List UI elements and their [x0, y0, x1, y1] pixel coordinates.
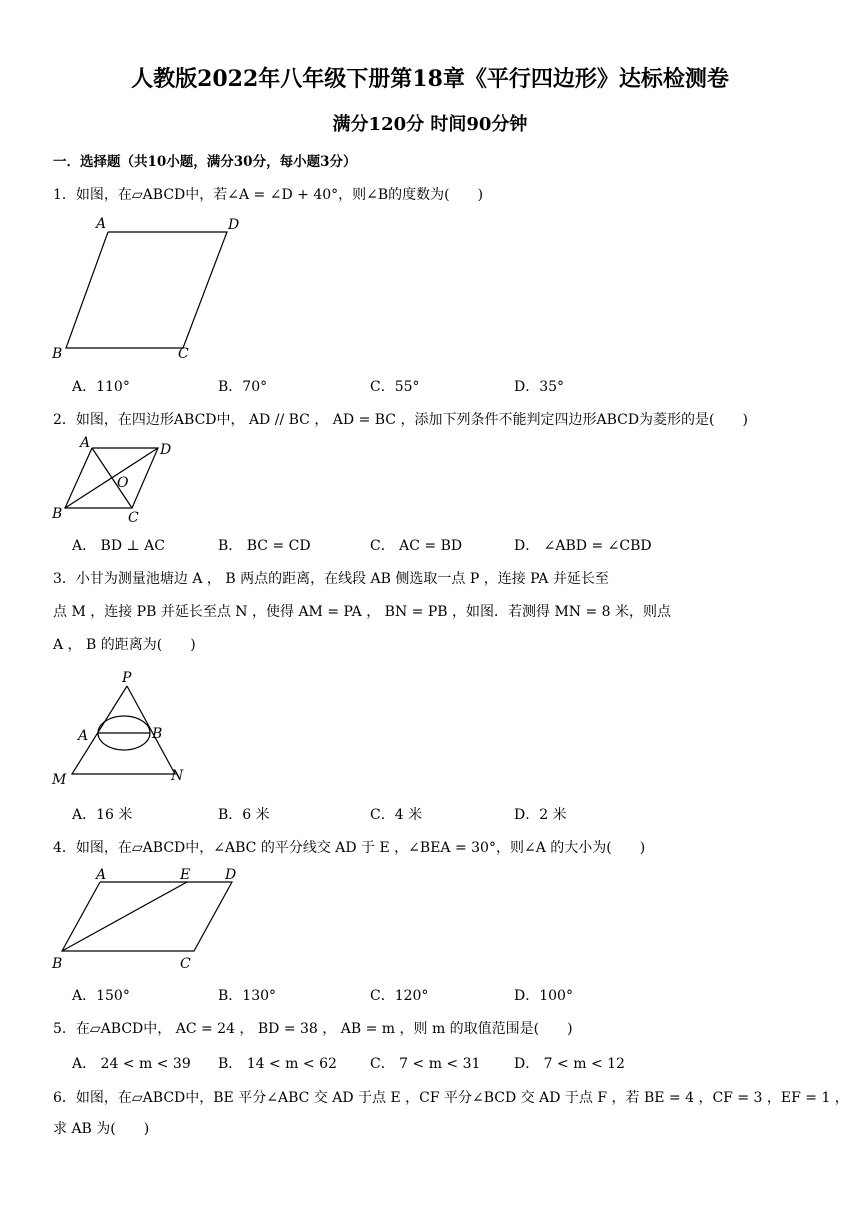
question-3-option-c[interactable]: C．4 米 — [370, 807, 423, 823]
question-3-option-a[interactable]: A．16 米 — [72, 807, 133, 823]
question-6-line-1: 6．如图，在▱ABCD中，BE 平分∠ABC 交 AD 于点 E ，CF 平分∠BCD 交 AD 于点 F ，若 BE = 4 ，CF = 3 ，EF = 1 ， — [53, 1090, 849, 1106]
section-heading: 一．选择题（共10小题，满分30分，每小题3分） — [53, 154, 357, 170]
question-4-figure — [50, 864, 250, 974]
figure-2-label-b: B — [52, 506, 63, 522]
figure-1-label-d: D — [228, 217, 240, 233]
question-4-option-d[interactable]: D．100° — [514, 988, 573, 1004]
figure-3-label-p: P — [122, 670, 132, 686]
question-2-option-c[interactable]: C． AC = BD — [370, 538, 463, 554]
question-2-option-b[interactable]: B． BC = CD — [218, 538, 311, 554]
question-4-text: 4．如图，在▱ABCD中，∠ABC 的平分线交 AD 于 E ，∠BEA = 30°，则∠A 的大小为( ) — [53, 840, 646, 856]
figure-4-label-e: E — [180, 867, 191, 883]
question-3-line-3: A ， B 的距离为( ) — [53, 637, 196, 653]
question-1-figure — [50, 212, 250, 362]
figure-4-label-d: D — [225, 867, 237, 883]
figure-1-label-b: B — [52, 346, 63, 362]
question-5-option-a[interactable]: A． 24 < m < 39 — [72, 1056, 191, 1072]
question-2-option-a[interactable]: A． BD ⊥ AC — [72, 538, 165, 554]
question-5-text: 5．在▱ABCD中， AC = 24 ， BD = 38 ， AB = m ，则 m 的取值范围是( ) — [53, 1021, 573, 1037]
figure-2-label-d: D — [160, 442, 172, 458]
question-5-option-d[interactable]: D． 7 < m < 12 — [514, 1056, 625, 1072]
question-4-option-a[interactable]: A．150° — [72, 988, 130, 1004]
question-6-line-2: 求 AB 为( ) — [53, 1121, 150, 1137]
figure-1-label-a: A — [96, 216, 107, 232]
question-5-option-c[interactable]: C． 7 < m < 31 — [370, 1056, 481, 1072]
figure-3-label-m: M — [52, 772, 67, 788]
figure-4-label-a: A — [96, 867, 107, 883]
question-4-option-b[interactable]: B．130° — [218, 988, 277, 1004]
figure-1-label-c: C — [178, 346, 189, 362]
question-3-option-b[interactable]: B．6 米 — [218, 807, 270, 823]
question-3-option-d[interactable]: D．2 米 — [514, 807, 567, 823]
question-2-figure — [50, 436, 180, 528]
question-1-text: 1．如图，在▱ABCD中，若∠A = ∠D + 40°，则∠B的度数为( ) — [53, 187, 484, 203]
question-1-option-d[interactable]: D．35° — [514, 379, 565, 395]
figure-2-label-o: O — [117, 475, 129, 491]
figure-2-label-a: A — [80, 435, 91, 451]
figure-3-label-n: N — [171, 768, 184, 784]
figure-3-label-a: A — [78, 728, 89, 744]
page-title: 人教版2022年八年级下册第18章《平行四边形》达标检测卷 — [131, 66, 729, 92]
figure-2-label-c: C — [128, 510, 139, 526]
question-2-text: 2．如图，在四边形ABCD中， AD // BC ， AD = BC ，添加下列条件不能判定四边形ABCD为菱形的是( ) — [53, 412, 748, 428]
page-subtitle: 满分120分 时间90分钟 — [332, 114, 528, 135]
question-3-line-2: 点 M ，连接 PB 并延长至点 N ，使得 AM = PA ， BN = PB ，如图．若测得 MN = 8 米，则点 — [53, 604, 672, 620]
question-3-line-1: 3．小甘为测量池塘边 A ， B 两点的距离，在线段 AB 侧选取一点 P ，连接 PA 并延长至 — [53, 571, 609, 587]
question-1-option-a[interactable]: A．110° — [72, 379, 130, 395]
figure-4-label-c: C — [180, 956, 191, 972]
figure-3-label-b: B — [152, 726, 163, 742]
figure-4-label-b: B — [52, 956, 63, 972]
question-1-option-b[interactable]: B．70° — [218, 379, 268, 395]
question-1-option-c[interactable]: C．55° — [370, 379, 420, 395]
question-2-option-d[interactable]: D． ∠ABD = ∠CBD — [514, 538, 652, 554]
question-3-figure — [50, 664, 200, 789]
question-4-option-c[interactable]: C．120° — [370, 988, 429, 1004]
question-5-option-b[interactable]: B． 14 < m < 62 — [218, 1056, 337, 1072]
